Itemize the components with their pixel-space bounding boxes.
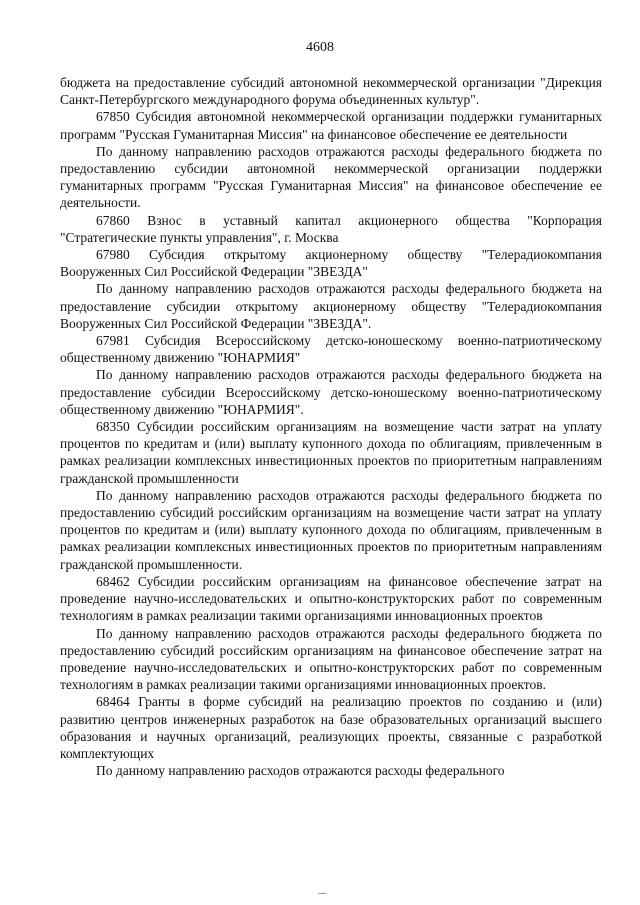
paragraph-67981-title: 67981 Субсидия Всероссийскому детско-юношескому военно-патриотическому общественному движению "ЮНАРМИЯ" <box>60 333 602 366</box>
document-body <box>60 74 602 779</box>
paragraph-68462-description: По данному направлению расходов отражаются расходы федерального бюджета по предоставлению субсидий российским организациям на финансовое обеспечение затрат на проведение научно-исследовательских и опытно-конструкторских работ по современным технологиям в рамках реализации такими организациями инновационных проектов. <box>60 625 602 693</box>
paragraph-68462-title: 68462 Субсидии российским организациям на финансовое обеспечение затрат на проведение научно-исследовательских и опытно-конструкторских работ по современным технологиям в рамках реализации такими организациями инновационных проектов <box>60 573 602 624</box>
paragraph-68350-title: 68350 Субсидии российским организациям на возмещение части затрат на уплату процентов по кредитам и (или) выплату купонного дохода по облигациям, привлеченным в рамках реализации комплексных инвестиционных проектов по приоритетным направлениям гражданской промышленности <box>60 419 602 486</box>
paragraph-67850-description: По данному направлению расходов отражаются расходы федерального бюджета по предоставлению субсидии автономной некоммерческой организации поддержки гуманитарных программ "Русская Гуманитарная Миссия" на финансовое обеспечение ее деятельности. <box>60 143 602 211</box>
paragraph-continuation: бюджета на предоставление субсидий автономной некоммерческой организации "Дирекция Санкт-Петербургского международного форума объединенных культур". <box>60 75 602 108</box>
paragraph-68350-description: По данному направлению расходов отражаются расходы федерального бюджета по предоставлению субсидий российским организациям на возмещение части затрат на уплату процентов по кредитам и (или) выплату купонного дохода по облигациям, привлеченным в рамках реализации комплексных инвестиционных проектов по приоритетным направлениям гражданской промышленности. <box>60 487 602 572</box>
paragraph-68464-description: По данному направлению расходов отражаются расходы федерального <box>96 763 505 779</box>
paragraph-67860-title: 67860 Взнос в уставный капитал акционерного общества "Корпорация "Стратегические пункты управления", г. Москва <box>60 212 602 245</box>
scan-mark <box>318 893 326 898</box>
paragraph-67850-title: 67850 Субсидия автономной некоммерческой организации поддержки гуманитарных программ "Русская Гуманитарная Миссия" на финансовое обеспечение ее деятельности <box>60 109 602 142</box>
paragraph-67980-description: По данному направлению расходов отражаются расходы федерального бюджета на предоставление субсидии открытому акционерному обществу "Телерадиокомпания Вооруженных Сил Российской Федерации "ЗВЕЗДА". <box>60 281 602 331</box>
paragraph-68464-title: 68464 Гранты в форме субсидий на реализацию проектов по созданию и (или) развитию центров инженерных разработок на базе образовательных организаций высшего образования и научных организаций, реализующих проекты, связанные с разработкой комплектующих <box>60 694 602 761</box>
page-number: 4608 <box>306 40 334 55</box>
paragraph-67981-description: По данному направлению расходов отражаются расходы федерального бюджета на предоставление субсидии Всероссийскому детско-юношескому военно-патриотическому общественному движению "ЮНАРМИЯ". <box>60 367 602 417</box>
paragraph-67980-title: 67980 Субсидия открытому акционерному обществу "Телерадиокомпания Вооруженных Сил Российской Федерации "ЗВЕЗДА" <box>60 247 602 280</box>
